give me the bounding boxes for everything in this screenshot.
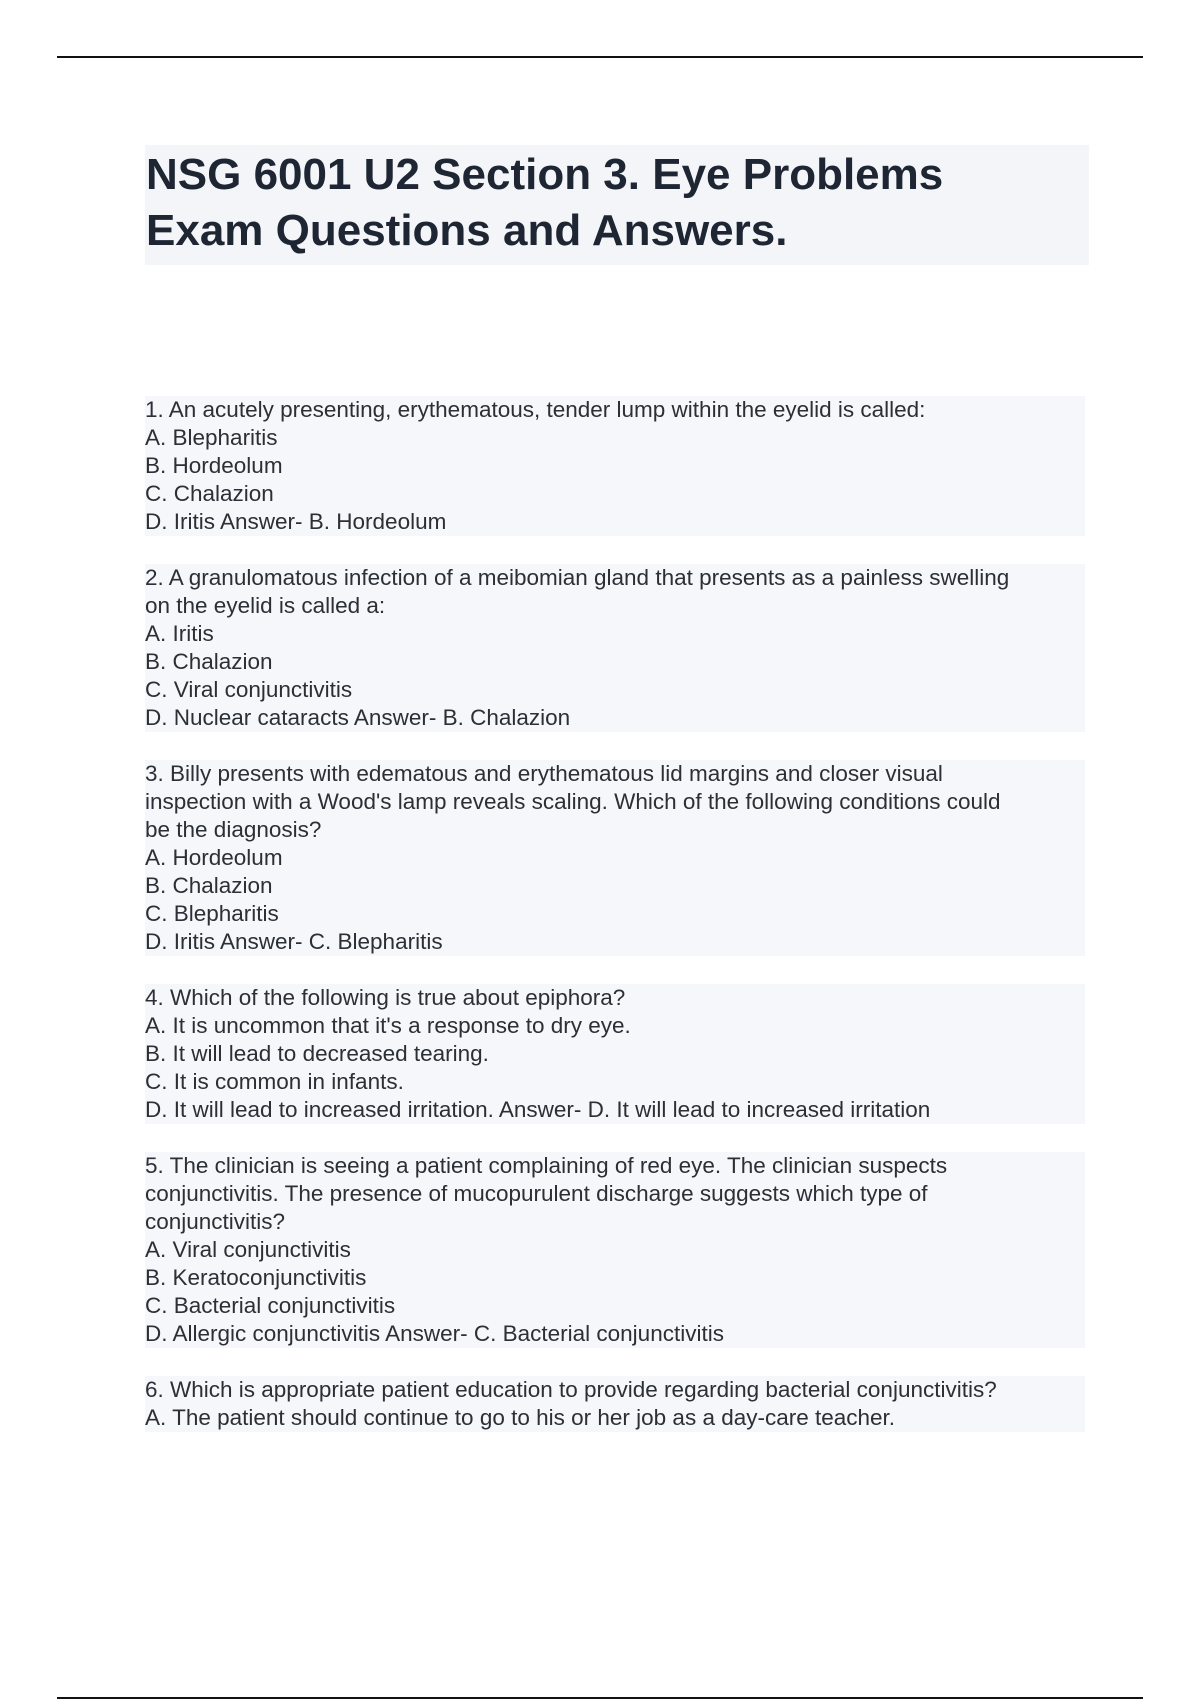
question-text: be the diagnosis? <box>145 817 322 842</box>
question-text: on the eyelid is called a: <box>145 593 386 618</box>
question-5 <box>145 1152 1085 1348</box>
question-text: 3. Billy presents with edematous and erythematous lid margins and closer visual <box>145 761 943 786</box>
question-text: conjunctivitis. The presence of mucopurulent discharge suggests which type of <box>145 1181 928 1206</box>
answer-line: D. Nuclear cataracts Answer- B. Chalazion <box>145 705 571 730</box>
option-line: A. It is uncommon that it's a response to dry eye. <box>145 1013 631 1038</box>
option-line: A. Iritis <box>145 621 214 646</box>
question-2 <box>145 564 1085 732</box>
option-line: B. Chalazion <box>145 873 273 898</box>
question-text: 1. An acutely presenting, erythematous, tender lump within the eyelid is called: <box>145 397 926 422</box>
question-6 <box>145 1376 1085 1432</box>
question-text: 4. Which of the following is true about epiphora? <box>145 985 626 1010</box>
answer-line: D. Iritis Answer- B. Hordeolum <box>145 509 447 534</box>
option-line: C. Viral conjunctivitis <box>145 677 353 702</box>
question-text: 6. Which is appropriate patient education to provide regarding bacterial conjunctivitis? <box>145 1377 997 1402</box>
question-text: inspection with a Wood's lamp reveals scaling. Which of the following conditions could <box>145 789 1001 814</box>
option-line: C. Chalazion <box>145 481 274 506</box>
top-divider <box>57 56 1143 58</box>
answer-line: D. It will lead to increased irritation. Answer- D. It will lead to increased irritation <box>145 1097 931 1122</box>
question-text: conjunctivitis? <box>145 1209 286 1234</box>
document-title <box>145 145 1089 265</box>
option-line: C. Blepharitis <box>145 901 279 926</box>
option-line: B. Hordeolum <box>145 453 283 478</box>
option-line: C. It is common in infants. <box>145 1069 404 1094</box>
question-4 <box>145 984 1085 1124</box>
option-line: A. Blepharitis <box>145 425 278 450</box>
question-list <box>145 396 1085 1460</box>
option-line: A. Hordeolum <box>145 845 283 870</box>
option-line: A. Viral conjunctivitis <box>145 1237 351 1262</box>
option-line: B. Keratoconjunctivitis <box>145 1265 367 1290</box>
option-line: B. It will lead to decreased tearing. <box>145 1041 489 1066</box>
option-line: B. Chalazion <box>145 649 273 674</box>
option-line: C. Bacterial conjunctivitis <box>145 1293 396 1318</box>
question-3 <box>145 760 1085 956</box>
question-1 <box>145 396 1085 536</box>
title-line: Exam Questions and Answers. <box>146 206 788 255</box>
option-line: A. The patient should continue to go to his or her job as a day-care teacher. <box>145 1405 896 1430</box>
question-text: 5. The clinician is seeing a patient complaining of red eye. The clinician suspects <box>145 1153 948 1178</box>
answer-line: D. Iritis Answer- C. Blepharitis <box>145 929 443 954</box>
answer-line: D. Allergic conjunctivitis Answer- C. Bacterial conjunctivitis <box>145 1321 724 1346</box>
question-text: 2. A granulomatous infection of a meibomian gland that presents as a painless swelling <box>145 565 1010 590</box>
title-line: NSG 6001 U2 Section 3. Eye Problems <box>146 150 944 199</box>
bottom-divider <box>57 1697 1143 1699</box>
